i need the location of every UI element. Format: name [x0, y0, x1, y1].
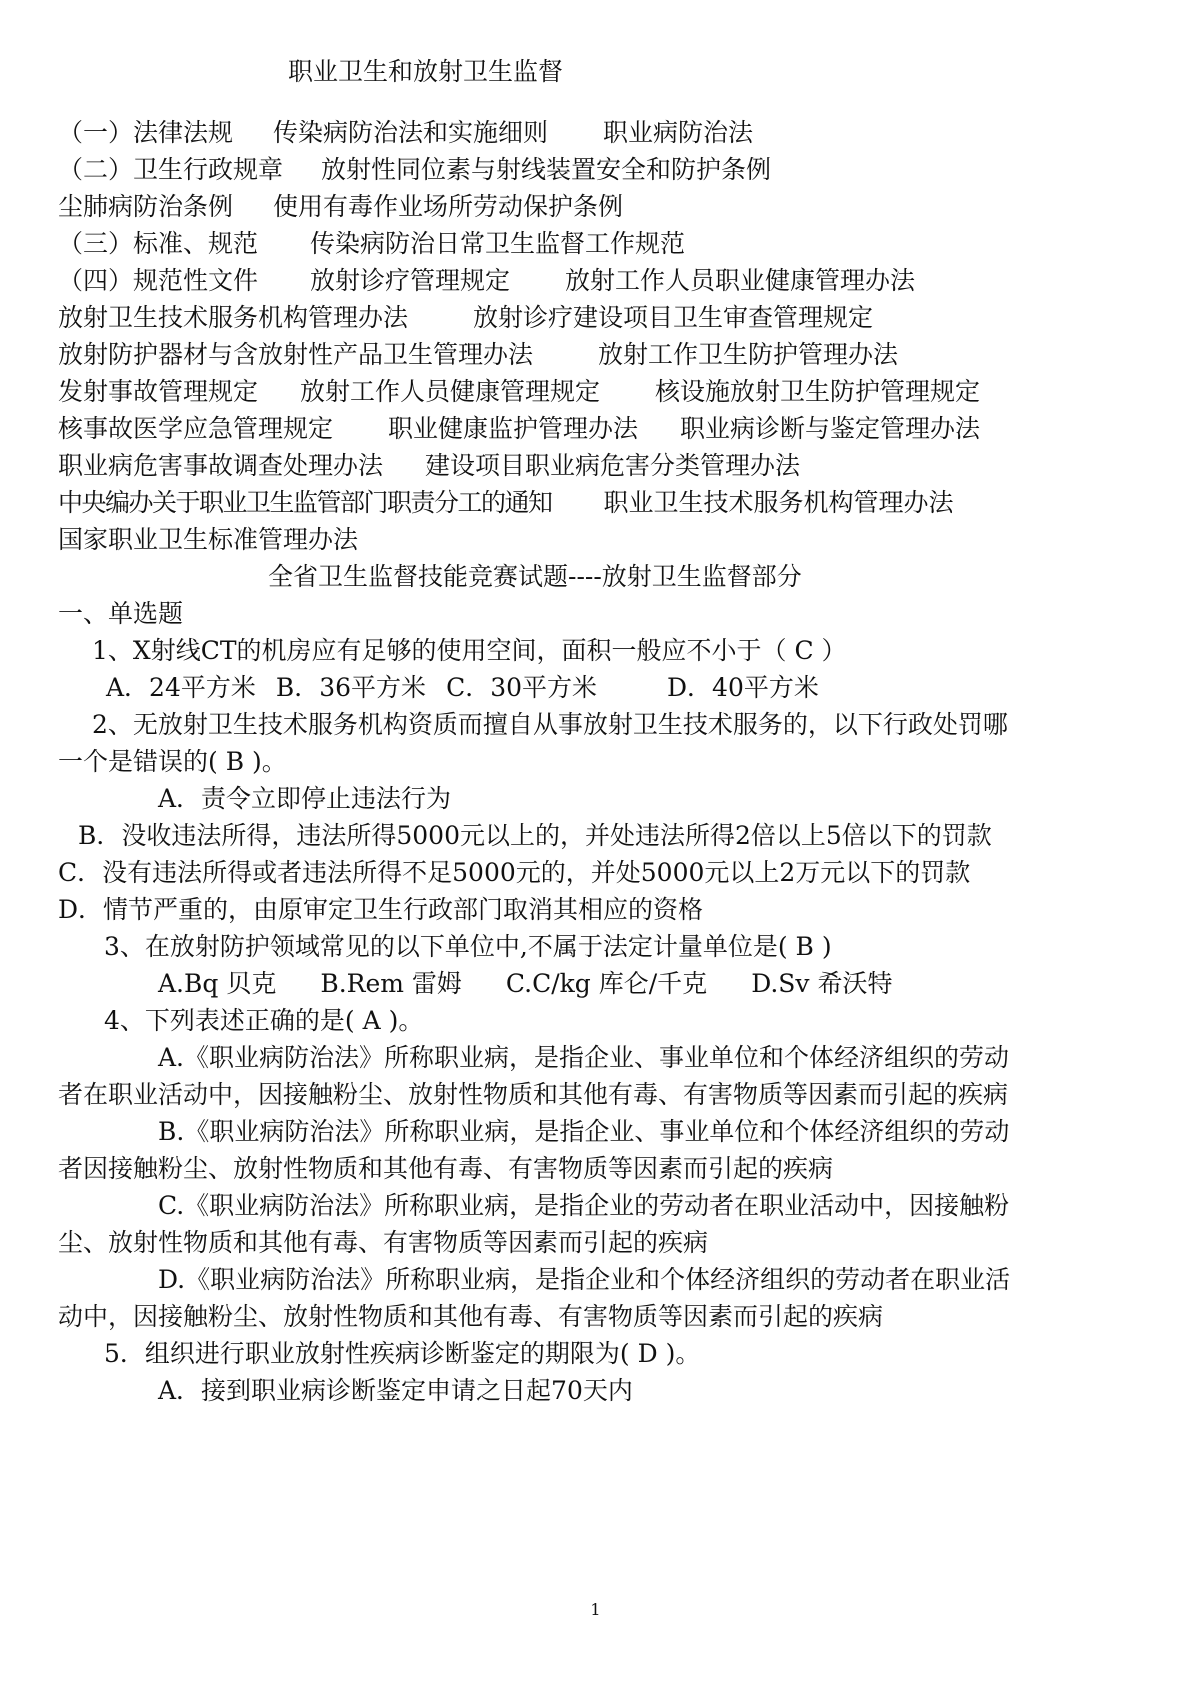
regulation-item: 放射工作人员职业健康管理办法: [565, 266, 916, 295]
option-a: A.Bq 贝克: [158, 969, 277, 998]
regulation-item: 发射事故管理规定: [58, 377, 259, 406]
question-4-option-c-cont: 尘、放射性物质和其他有毒、有害物质等因素而引起的疾病: [58, 1228, 709, 1257]
option-b: B.Rem 雷姆: [320, 969, 462, 998]
question-5-stem: 5．组织进行职业放射性疾病诊断鉴定的期限为( D )。: [104, 1339, 701, 1368]
regulation-item: 传染病防治法和实施细则: [273, 118, 549, 147]
regulation-item: 核设施放射卫生防护管理规定: [655, 377, 981, 406]
regulation-item: 国家职业卫生标准管理办法: [58, 525, 359, 554]
page-number: 1: [590, 1600, 601, 1619]
question-2-stem-cont: 一个是错误的( B )。: [58, 747, 287, 776]
option-c: C．30平方米: [446, 673, 598, 702]
regulation-row-normative-5: [58, 409, 980, 449]
question-2-stem: 2、无放射卫生技术服务机构资质而擅自从事放射卫生技术服务的，以下行政处罚哪: [92, 710, 1008, 739]
regulation-row-normative-8: [58, 520, 358, 560]
regulation-item: 职业病防治法: [603, 118, 754, 147]
question-1-options: [106, 668, 819, 708]
option-c: C.C/kg 库仑/千克: [505, 969, 708, 998]
regulation-item: 职业病危害事故调查处理办法: [58, 451, 384, 480]
regulation-item: 放射防护器材与含放射性产品卫生管理办法: [58, 340, 534, 369]
document-title: 职业卫生和放射卫生监督: [288, 57, 564, 86]
option-d: D.Sv 希沃特: [751, 969, 893, 998]
regulation-row-normative-4: [58, 372, 980, 412]
regulation-item: 放射诊疗管理规定: [310, 266, 511, 295]
regulation-item: 放射工作卫生防护管理办法: [598, 340, 899, 369]
question-3-options: [158, 964, 892, 1004]
regulation-row-normative-2: [58, 298, 873, 338]
regulation-item: 职业卫生技术服务机构管理办法: [603, 488, 954, 517]
regulation-item: 职业健康监护管理办法: [388, 414, 639, 443]
option-a: A．24平方米: [106, 673, 256, 702]
regulation-item: 放射工作人员健康管理规定: [300, 377, 601, 406]
question-2-option-a: A．责令立即停止违法行为: [158, 784, 452, 813]
regulation-item: 建设项目职业病危害分类管理办法: [425, 451, 801, 480]
regulation-row-admin-2: [58, 187, 623, 227]
regulation-item: 职业病诊断与鉴定管理办法: [680, 414, 981, 443]
regulation-item: 放射性同位素与射线装置安全和防护条例: [321, 155, 772, 184]
regulation-item: 使用有毒作业场所劳动保护条例: [273, 192, 624, 221]
category-label: （一）法律法规: [58, 118, 234, 147]
question-4-option-a: A.《职业病防治法》所称职业病，是指企业、事业单位和个体经济组织的劳动: [158, 1043, 1010, 1072]
category-label: （二）卫生行政规章: [58, 155, 284, 184]
regulation-item: 中央编办关于职业卫生监管部门职责分工的通知: [58, 488, 552, 517]
regulation-row-admin: [58, 150, 771, 190]
regulation-row-normative-6: [58, 446, 800, 486]
regulation-item: 核事故医学应急管理规定: [58, 414, 334, 443]
regulation-row-normative: [58, 261, 915, 301]
question-4-option-a-cont: 者在职业活动中，因接触粉尘、放射性物质和其他有毒、有害物质等因素而引起的疾病: [58, 1080, 1009, 1109]
question-4-option-d-cont: 动中，因接触粉尘、放射性物质和其他有毒、有害物质等因素而引起的疾病: [58, 1302, 884, 1331]
regulation-item: 尘肺病防治条例: [58, 192, 234, 221]
regulation-row-normative-7: [58, 483, 954, 523]
question-2-option-c: C．没有违法所得或者违法所得不足5000元的，并处5000元以上2万元以下的罚款: [58, 858, 971, 887]
option-b: B．36平方米: [275, 673, 427, 702]
question-4-stem: 4、下列表述正确的是( A )。: [104, 1006, 424, 1035]
question-4-option-b: B.《职业病防治法》所称职业病，是指企业、事业单位和个体经济组织的劳动: [158, 1117, 1010, 1146]
exam-title: 全省卫生监督技能竞赛试题----放射卫生监督部分: [268, 562, 802, 591]
question-2-option-b: B．没收违法所得，违法所得5000元以上的，并处违法所得2倍以上5倍以下的罚款: [78, 821, 992, 850]
regulation-row-standards: [58, 224, 685, 264]
category-label: （三）标准、规范: [58, 229, 259, 258]
question-5-option-a: A．接到职业病诊断鉴定申请之日起70天内: [158, 1376, 633, 1405]
regulation-item: 放射诊疗建设项目卫生审查管理规定: [473, 303, 874, 332]
regulation-item: 传染病防治日常卫生监督工作规范: [310, 229, 686, 258]
question-3-stem: 3、在放射防护领域常见的以下单位中,不属于法定计量单位是( B ): [104, 932, 832, 961]
category-label: （四）规范性文件: [58, 266, 259, 295]
regulation-row-laws: [58, 113, 753, 153]
section-heading: 一、单选题: [58, 599, 184, 628]
option-d: D．40平方米: [667, 673, 819, 702]
regulation-row-normative-3: [58, 335, 898, 375]
question-1-stem: 1、X射线CT的机房应有足够的使用空间，面积一般应不小于（ C ）: [92, 636, 847, 665]
question-4-option-d: D.《职业病防治法》所称职业病，是指企业和个体经济组织的劳动者在职业活: [158, 1265, 1011, 1294]
question-2-option-d: D．情节严重的，由原审定卫生行政部门取消其相应的资格: [58, 895, 704, 924]
regulation-item: 放射卫生技术服务机构管理办法: [58, 303, 409, 332]
question-4-option-b-cont: 者因接触粉尘、放射性物质和其他有毒、有害物质等因素而引起的疾病: [58, 1154, 834, 1183]
question-4-option-c: C.《职业病防治法》所称职业病，是指企业的劳动者在职业活动中，因接触粉: [158, 1191, 1010, 1220]
